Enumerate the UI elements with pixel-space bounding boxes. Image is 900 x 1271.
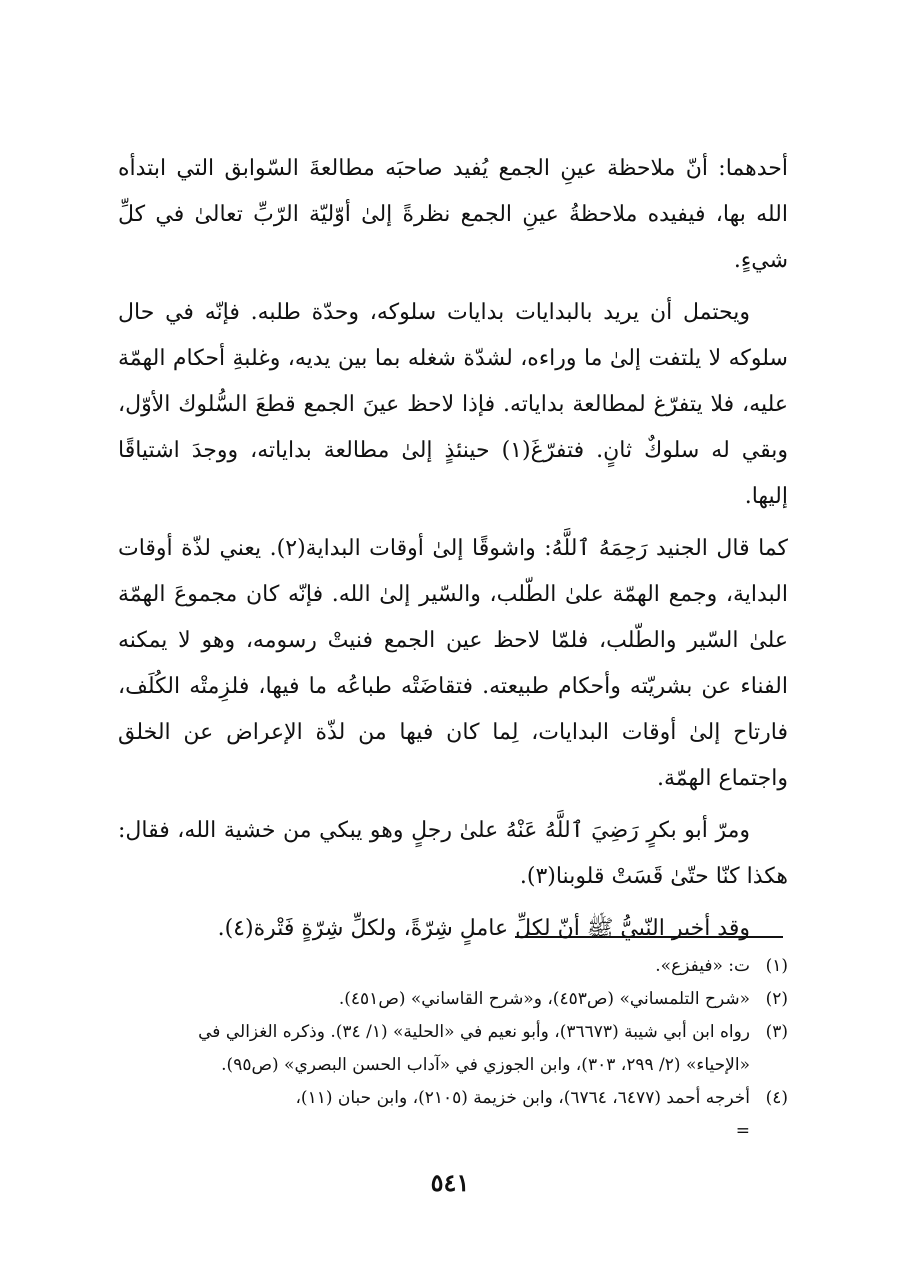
footnote-text: أخرجه أحمد (٦٤٧٧، ٦٧٦٤)، وابن خزيمة (٢١٠٥)، وابن حبان (١١)، — [295, 1088, 750, 1108]
continuation-mark: = — [735, 1121, 750, 1141]
footnote-text-continued: «الإحياء» (٢/ ٢٩٩، ٣٠٣)، وابن الجوزي في «آداب الحسن البصري» (ص٩٥). — [221, 1055, 750, 1075]
footnote-number: (٣) — [765, 1022, 788, 1042]
footnote-text: «شرح التلمساني» (ص٤٥٣)، و«شرح القاساني» (ص٤٥١). — [338, 989, 750, 1009]
footnote-3 — [118, 1016, 788, 1082]
footnote-number: (١) — [765, 956, 788, 976]
paragraph-2: ويحتمل أن يريد بالبدايات بدايات سلوكه، وحدّة طلبه. فإنّه في حال سلوكه لا يلتفت إلىٰ ما وراءه، لشدّة شغله بما بين يديه، وغلبةِ أحكام الهمّة عليه، فلا يتفرّغ لمطالعة بداياته. فإذا لاحظ عينَ الجمع قطعَ السُّلوك الأوّل، وبقي له سلوكٌ ثانٍ. فتفرّغَ(١) حينئذٍ إلىٰ مطالعة بداياته، ووجدَ اشتياقًا إليها. — [118, 300, 788, 509]
page-number: ٥٤١ — [430, 1168, 470, 1197]
footnote-number: (٢) — [765, 989, 788, 1009]
paragraph-1: أحدهما: أنّ ملاحظة عينِ الجمع يُفيد صاحبَه مطالعةَ السّوابق التي ابتدأه الله بها، فيفيده ملاحظةُ عينِ الجمع نظرةً إلىٰ أوّليّة الرّبِّ تعالىٰ في كلِّ شيءٍ. — [118, 156, 788, 273]
footnote-divider — [515, 936, 783, 938]
footnote-number: (٤) — [765, 1088, 788, 1108]
footnote-2 — [118, 983, 788, 1016]
footnote-1 — [118, 950, 788, 983]
footnote-4 — [118, 1082, 788, 1148]
footnote-text: ت: «فيفزع». — [655, 956, 750, 976]
footnote-text: رواه ابن أبي شيبة (٣٦٦٧٣)، وأبو نعيم في «الحلية» (١/ ٣٤). وذكره الغزالي في — [198, 1022, 750, 1042]
paragraph-3: كما قال الجنيد رَحِمَهُ ٱللَّهُ: واشوقًا إلىٰ أوقات البداية(٢). يعني لذّة أوقات البداية، وجمع الهمّة علىٰ الطّلب، والسّير إلىٰ الله. فإنّه كان مجموعَ الهمّة علىٰ السّير والطّلب، فلمّا لاحظ عين الجمع فنيتْ رسومه، وهو لا يمكنه الفناء عن بشريّته وأحكام طبيعته. فتقاضَتْه طباعُه ما فيها، فلزِمتْه الكُلَف، فارتاح إلىٰ أوقات البدايات، لِما كان فيها من لذّة الإعراض عن الخلق واجتماع الهمّة. — [118, 536, 788, 791]
main-text — [118, 146, 788, 958]
paragraph-4: ومرّ أبو بكرٍ رَضِيَ ٱللَّهُ عَنْهُ علىٰ رجلٍ وهو يبكي من خشية الله، فقال: هكذا كنّا حتّىٰ قَسَتْ قلوبنا(٣). — [118, 818, 788, 889]
paragraph-5: وقد أخبر النّبيُّ ﷺ أنّ لكلِّ عاملٍ شِرّةً، ولكلِّ شِرّةٍ فَتْرة(٤). — [217, 916, 750, 941]
footnotes — [118, 950, 788, 1148]
